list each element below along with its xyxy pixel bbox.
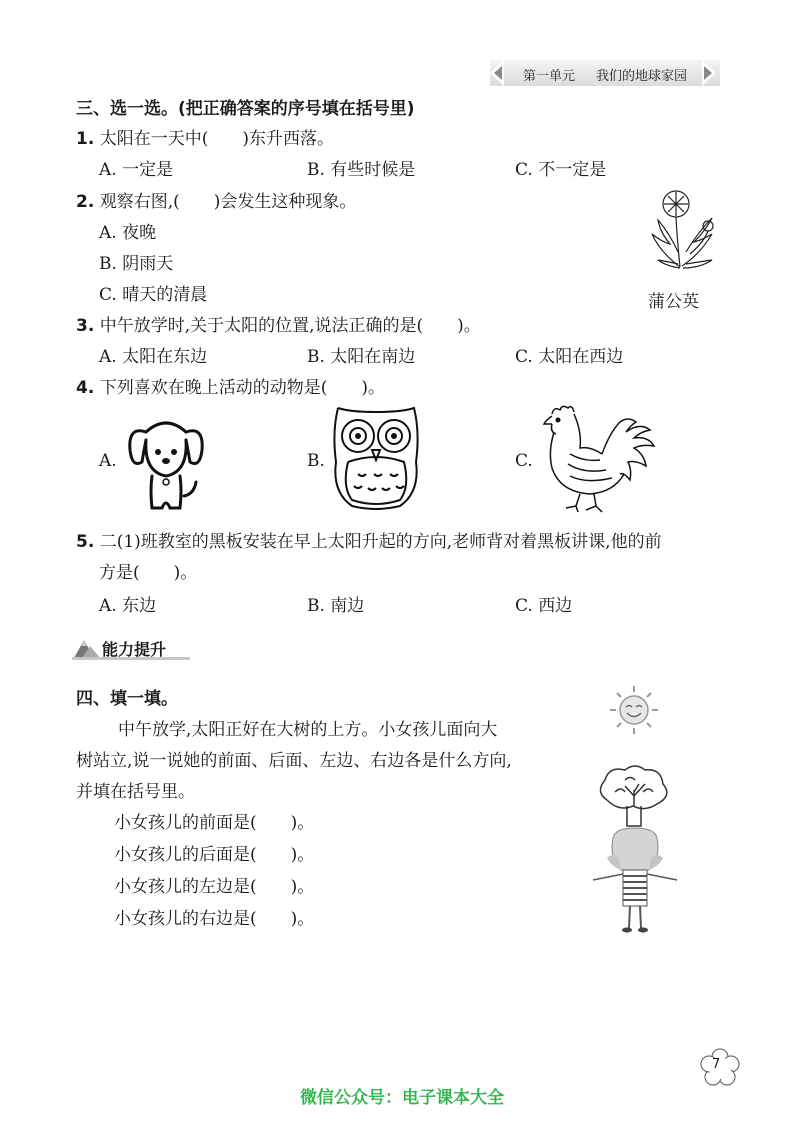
q4-option-a: A. — [99, 451, 117, 471]
q1-stem — [76, 124, 334, 149]
q5-option-a: A. 东边 — [99, 596, 157, 616]
q4-stem — [76, 373, 385, 398]
blank-front: 小女孩儿的前面是( )。 — [114, 813, 315, 833]
q3-stem — [76, 311, 481, 336]
q5-number: 5. — [76, 532, 95, 552]
section4-para-line1: 中午放学,太阳正好在大树的上方。小女孩儿面向大 — [118, 720, 498, 740]
q1-number: 1. — [76, 129, 95, 149]
blank-left: 小女孩儿的左边是( )。 — [114, 877, 315, 897]
dog-image — [122, 410, 210, 515]
q5-text-line2: 方是( )。 — [99, 563, 198, 583]
dandelion-caption: 蒲公英 — [648, 292, 699, 312]
q2-number: 2. — [76, 192, 95, 212]
watermark-text: 微信公众号：电子课本大全 — [300, 1088, 504, 1108]
q3-text: 中午放学时,关于太阳的位置,说法正确的是( )。 — [99, 316, 481, 336]
q2-option-a: A. 夜晚 — [99, 223, 157, 243]
q4-option-c: C. — [515, 451, 533, 471]
q1-text: 太阳在一天中( )东升西落。 — [99, 129, 334, 149]
q4-text: 下列喜欢在晚上活动的动物是( )。 — [99, 378, 385, 398]
owl-image — [330, 402, 422, 512]
section4-title: 四、填一填。 — [76, 689, 178, 709]
blank-right: 小女孩儿的右边是( )。 — [114, 909, 315, 929]
q1-option-b: B. 有些时候是 — [307, 160, 416, 180]
header-unit: 第一单元 — [523, 69, 576, 84]
q5-text-line1: 二(1)班教室的黑板安装在早上太阳升起的方向,老师背对着黑板讲课,他的前 — [99, 532, 662, 552]
ability-label: 能力提升 — [102, 640, 167, 659]
section4-para-line3: 并填在括号里。 — [76, 782, 195, 802]
q2-text: 观察右图,( )会发生这种现象。 — [99, 192, 357, 212]
q3-option-c: C. 太阳在西边 — [515, 347, 624, 367]
tree-girl-image — [585, 762, 685, 934]
section4-para-line2: 树站立,说一说她的前面、后面、左边、右边各是什么方向, — [76, 751, 512, 771]
q1-option-a: A. 一定是 — [99, 160, 174, 180]
q5-option-b: B. 南边 — [307, 596, 365, 616]
q3-number: 3. — [76, 316, 95, 336]
q5-stem-line1 — [76, 527, 662, 552]
q3-option-a: A. 太阳在东边 — [99, 347, 208, 367]
q3-option-b: B. 太阳在南边 — [307, 347, 416, 367]
blank-back: 小女孩儿的后面是( )。 — [114, 845, 315, 865]
page-number: 7 — [712, 1057, 721, 1072]
q2-stem — [76, 187, 356, 212]
dandelion-image — [640, 182, 730, 282]
q5-option-c: C. 西边 — [515, 596, 573, 616]
q4-option-b: B. — [307, 451, 325, 471]
sun-image — [606, 684, 662, 736]
rooster-image — [540, 402, 660, 514]
q2-option-c: C. 晴天的清晨 — [99, 285, 208, 305]
section3-title: 三、选一选。(把正确答案的序号填在括号里) — [76, 99, 415, 119]
q2-option-b: B. 阴雨天 — [99, 254, 174, 274]
q1-option-c: C. 不一定是 — [515, 160, 607, 180]
header-title: 我们的地球家园 — [596, 69, 688, 84]
q4-number: 4. — [76, 378, 95, 398]
